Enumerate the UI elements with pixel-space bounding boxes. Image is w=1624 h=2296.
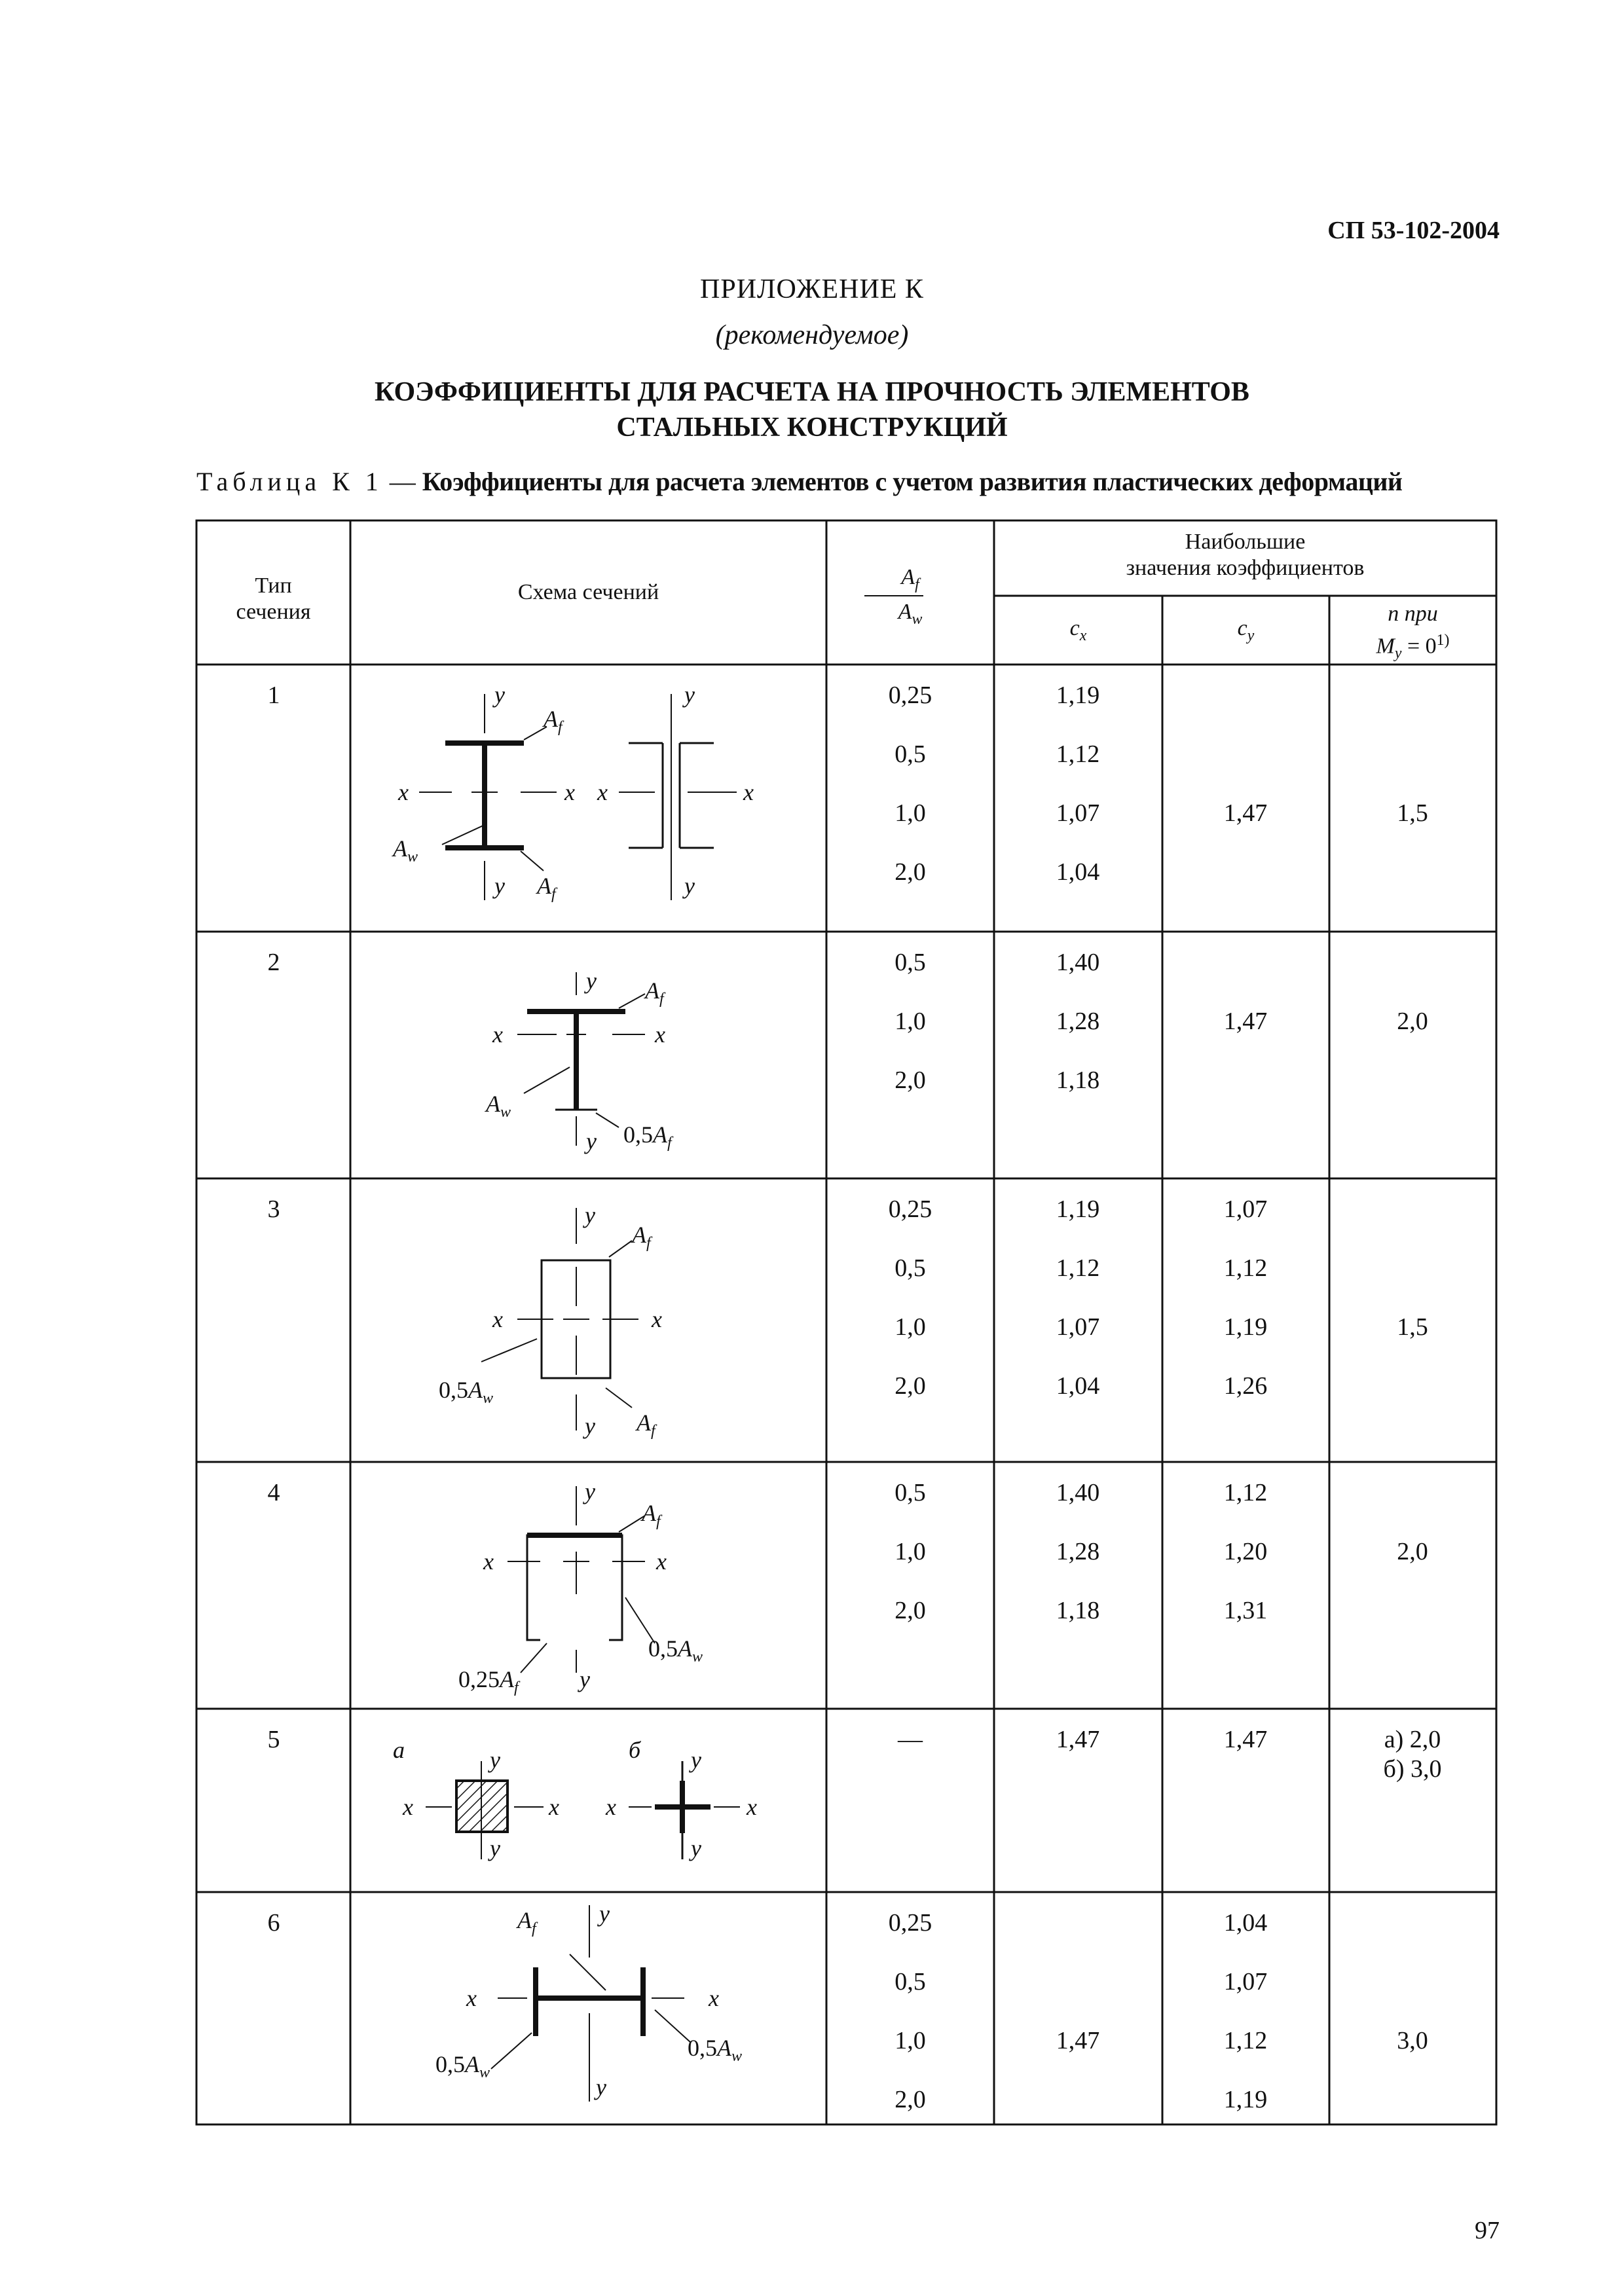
scheme-4-axis-x-left: x bbox=[483, 1548, 494, 1575]
header-max-values-line-2: значения коэффициентов bbox=[1126, 556, 1365, 580]
scheme-5a-solid-square bbox=[393, 1737, 559, 1861]
scheme-2-label-half-af: $0,5A_f$ bbox=[623, 1121, 672, 1152]
main-title-line-2: СТАЛЬНЫХ КОНСТРУКЦИЙ bbox=[616, 412, 1008, 443]
row-2-cy-1: 1,47 bbox=[1223, 1008, 1268, 1035]
scheme-3-axis-y-top: y bbox=[585, 1202, 595, 1228]
row-5-n-2: б) 3,0 bbox=[1383, 1755, 1442, 1783]
page-number: 97 bbox=[1475, 2217, 1500, 2244]
scheme-5b-axis-x-left: x bbox=[606, 1794, 616, 1820]
scheme-3-label-half-aw: $0,5A_w$ bbox=[439, 1377, 494, 1407]
row-3-cy-4: 1,26 bbox=[1223, 1372, 1268, 1400]
header-cx: $c_x$ bbox=[1069, 616, 1087, 644]
row-3-cy-3: 1,19 bbox=[1223, 1313, 1268, 1341]
row-6-cy-1: 1,04 bbox=[1223, 1909, 1268, 1937]
appendix-title: ПРИЛОЖЕНИЕ К bbox=[700, 274, 924, 304]
row-2-type: 2 bbox=[267, 949, 280, 976]
scheme-2-axis-x-left: x bbox=[492, 1021, 503, 1048]
scheme-6-axis-y-top: y bbox=[599, 1901, 610, 1927]
scheme-4-label-half-aw: $0,5A_w$ bbox=[648, 1635, 703, 1666]
row-3-cx-1: 1,19 bbox=[1056, 1195, 1100, 1223]
row-6-type: 6 bbox=[267, 1909, 280, 1937]
row-3-type: 3 bbox=[267, 1195, 280, 1223]
row-4-ratios-2: 1,0 bbox=[895, 1538, 926, 1565]
row-3-ratios-2: 0,5 bbox=[895, 1254, 926, 1282]
scheme-4-axis-x-right: x bbox=[656, 1548, 667, 1575]
row-4-ratios-3: 2,0 bbox=[895, 1597, 926, 1624]
scheme-3-box bbox=[439, 1202, 662, 1440]
row-4-cy-3: 1,31 bbox=[1223, 1597, 1268, 1624]
row-3-n-1: 1,5 bbox=[1397, 1313, 1428, 1341]
scheme-5b-axis-y-bottom: y bbox=[691, 1835, 701, 1861]
row-5-type: 5 bbox=[267, 1726, 280, 1753]
scheme-6-label-af: $A_f$ bbox=[517, 1907, 536, 1937]
header-ratio-numerator: $A_f$ bbox=[901, 565, 919, 593]
scheme-5a-axis-x-left: x bbox=[403, 1794, 413, 1820]
row-2-cx-2: 1,28 bbox=[1056, 1008, 1100, 1035]
scheme-5b-axis-y-top: y bbox=[691, 1747, 701, 1773]
scheme-5a-axis-x-right: x bbox=[549, 1794, 559, 1820]
row-2-ratios-1: 0,5 bbox=[895, 949, 926, 976]
scheme-2-axis-y-bottom: y bbox=[586, 1128, 597, 1154]
row-5-cy-1: 1,47 bbox=[1223, 1726, 1268, 1753]
scheme-3-label-af-top: $A_f$ bbox=[632, 1222, 651, 1252]
row-1-cx-3: 1,07 bbox=[1056, 799, 1100, 827]
row-1-cx-1: 1,19 bbox=[1056, 682, 1100, 709]
row-3-ratios-3: 1,0 bbox=[895, 1313, 926, 1341]
scheme-4-axis-y-top: y bbox=[585, 1478, 595, 1504]
scheme-1b-axis-y-top: y bbox=[684, 682, 695, 708]
scheme-4-label-af: $A_f$ bbox=[642, 1500, 661, 1530]
row-1-ratios-2: 0,5 bbox=[895, 740, 926, 768]
scheme-4-axis-y-bottom: y bbox=[580, 1666, 590, 1692]
scheme-6-axis-x-left: x bbox=[466, 1985, 477, 2011]
header-n-line-2: $M_y = 0^{1)}$ bbox=[1376, 632, 1450, 663]
row-2-cx-1: 1,40 bbox=[1056, 949, 1100, 976]
header-ratio-denominator: $A_w$ bbox=[898, 600, 923, 628]
row-2-ratios-2: 1,0 bbox=[895, 1008, 926, 1035]
table-caption-label: Таблица К 1 bbox=[196, 467, 383, 496]
table-caption-text: Коэффициенты для расчета элементов с учетом развития пластических деформаций bbox=[422, 467, 1403, 496]
row-6-cy-3: 1,12 bbox=[1223, 2027, 1268, 2054]
row-5-cx-1: 1,47 bbox=[1056, 1726, 1100, 1753]
scheme-2-asymmetric-i bbox=[485, 968, 674, 1154]
appendix-subtitle: (рекомендуемое) bbox=[715, 320, 909, 350]
row-6-ratios-3: 1,0 bbox=[895, 2027, 926, 2054]
scheme-4-u-section bbox=[458, 1478, 703, 1696]
row-6-ratios-1: 0,25 bbox=[888, 1909, 932, 1937]
scheme-6-label-half-aw-left: $0,5A_w$ bbox=[435, 2051, 490, 2081]
scheme-3-axis-y-bottom: y bbox=[585, 1413, 595, 1439]
scheme-2-axis-x-right: x bbox=[655, 1021, 665, 1048]
header-scheme: Схема сечений bbox=[517, 580, 659, 604]
scheme-2-label-aw: $A_w$ bbox=[486, 1091, 511, 1121]
scheme-1-axis-x-right: x bbox=[564, 779, 575, 805]
row-3-cx-4: 1,04 bbox=[1056, 1372, 1100, 1400]
row-6-cy-2: 1,07 bbox=[1223, 1968, 1268, 1995]
scheme-1-axis-y-top: y bbox=[494, 682, 505, 708]
scheme-5-variant-a: а bbox=[393, 1737, 405, 1763]
row-6-cy-4: 1,19 bbox=[1223, 2086, 1268, 2113]
row-1-cx-2: 1,12 bbox=[1056, 740, 1100, 768]
row-1-ratios-1: 0,25 bbox=[888, 682, 932, 709]
row-1-type: 1 bbox=[267, 682, 280, 709]
header-n-line-1: n при bbox=[1388, 602, 1438, 626]
scheme-1b-axis-x-right: x bbox=[743, 779, 754, 805]
scheme-5a-axis-y-top: y bbox=[490, 1747, 500, 1773]
row-4-cx-3: 1,18 bbox=[1056, 1597, 1100, 1624]
row-6-ratios-4: 2,0 bbox=[895, 2086, 926, 2113]
scheme-5a-axis-y-bottom: y bbox=[490, 1835, 500, 1861]
row-2-cx-3: 1,18 bbox=[1056, 1066, 1100, 1094]
scheme-1-axis-x-left: x bbox=[398, 779, 409, 805]
scheme-6-h-section bbox=[435, 1901, 742, 2102]
header-cy: $c_y$ bbox=[1237, 616, 1255, 644]
header-type-line-1: Тип bbox=[255, 574, 292, 598]
scheme-5b-cross bbox=[605, 1737, 757, 1861]
row-4-cx-1: 1,40 bbox=[1056, 1479, 1100, 1506]
row-3-cy-1: 1,07 bbox=[1223, 1195, 1268, 1223]
scheme-1b-axis-y-bottom: y bbox=[684, 873, 695, 899]
row-3-ratios-1: 0,25 bbox=[888, 1195, 932, 1223]
row-1-cy-1: 1,47 bbox=[1223, 799, 1268, 827]
scheme-1b-axis-x-left: x bbox=[597, 779, 608, 805]
row-5-ratios-1: — bbox=[898, 1726, 923, 1753]
main-title-line-1: КОЭФФИЦИЕНТЫ ДЛЯ РАСЧЕТА НА ПРОЧНОСТЬ ЭЛЕМЕНТОВ bbox=[375, 377, 1249, 407]
scheme-6-axis-x-right: x bbox=[709, 1985, 719, 2011]
row-1-cx-4: 1,04 bbox=[1056, 858, 1100, 886]
row-4-cx-2: 1,28 bbox=[1056, 1538, 1100, 1565]
scheme-3-label-af-bottom: $A_f$ bbox=[637, 1410, 655, 1440]
scheme-3-axis-x-left: x bbox=[492, 1306, 503, 1332]
scheme-1-i-section bbox=[392, 682, 575, 903]
scheme-1-label-af-bottom: $A_f$ bbox=[537, 873, 556, 903]
document-code: СП 53-102-2004 bbox=[1327, 217, 1500, 244]
header-max-values-line-1: Наибольшие bbox=[1185, 530, 1306, 554]
row-1-ratios-4: 2,0 bbox=[895, 858, 926, 886]
scheme-4-label-quarter-af: $0,25A_f$ bbox=[458, 1666, 519, 1696]
scheme-6-label-half-aw-right: $0,5A_w$ bbox=[688, 2035, 743, 2065]
scheme-6-axis-y-bottom: y bbox=[596, 2074, 606, 2100]
row-4-type: 4 bbox=[267, 1479, 280, 1506]
row-4-ratios-1: 0,5 bbox=[895, 1479, 926, 1506]
scheme-1-axis-y-bottom: y bbox=[494, 873, 505, 899]
table-caption-dash: — bbox=[382, 467, 422, 496]
row-3-cx-3: 1,07 bbox=[1056, 1313, 1100, 1341]
row-4-cy-2: 1,20 bbox=[1223, 1538, 1268, 1565]
row-2-n-1: 2,0 bbox=[1397, 1008, 1428, 1035]
scheme-2-axis-y-top: y bbox=[586, 968, 597, 994]
row-4-cy-1: 1,12 bbox=[1223, 1479, 1268, 1506]
row-3-cx-2: 1,12 bbox=[1056, 1254, 1100, 1282]
row-1-ratios-3: 1,0 bbox=[895, 799, 926, 827]
row-2-ratios-3: 2,0 bbox=[895, 1066, 926, 1094]
row-5-n-1: а) 2,0 bbox=[1384, 1726, 1441, 1753]
row-1-n-1: 1,5 bbox=[1397, 799, 1428, 827]
row-6-n-1: 3,0 bbox=[1397, 2027, 1428, 2054]
scheme-5b-axis-x-right: x bbox=[747, 1794, 757, 1820]
scheme-3-axis-x-right: x bbox=[652, 1306, 662, 1332]
scheme-1-double-channel bbox=[597, 682, 754, 900]
row-6-ratios-2: 0,5 bbox=[895, 1968, 926, 1995]
scheme-1-label-af-top: $A_f$ bbox=[544, 706, 563, 736]
scheme-5-variant-b: б bbox=[629, 1737, 641, 1763]
scheme-2-label-af: $A_f$ bbox=[645, 977, 664, 1008]
row-3-ratios-4: 2,0 bbox=[895, 1372, 926, 1400]
scheme-1-label-aw: $A_w$ bbox=[393, 835, 418, 866]
row-4-n-1: 2,0 bbox=[1397, 1538, 1428, 1565]
header-type-line-2: сечения bbox=[236, 600, 311, 624]
row-3-cy-2: 1,12 bbox=[1223, 1254, 1268, 1282]
row-6-cx-1: 1,47 bbox=[1056, 2027, 1100, 2054]
